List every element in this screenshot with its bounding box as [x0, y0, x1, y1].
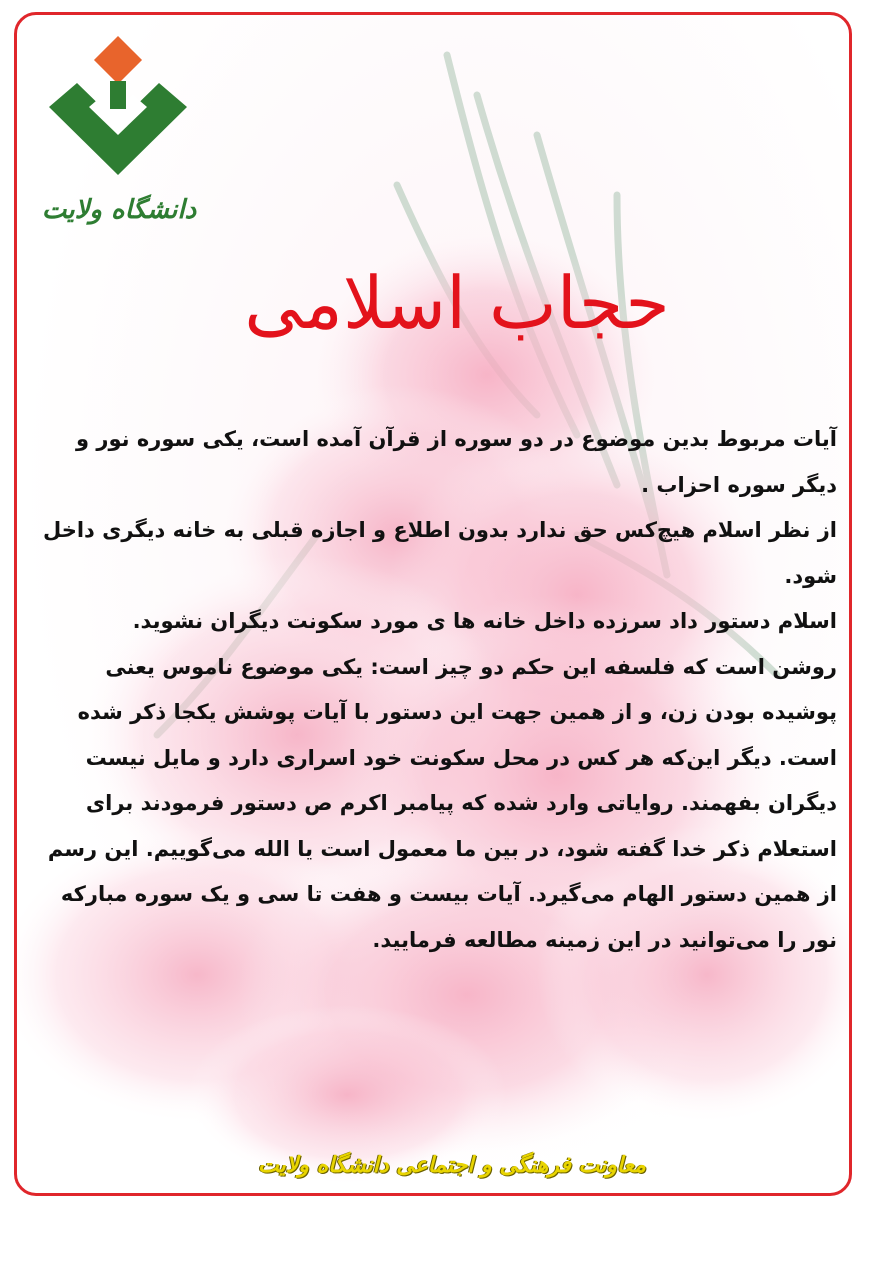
article-body — [27, 417, 845, 963]
footer-credit: معاونت فرهنگی و اجتماعی دانشگاه ولایت — [258, 1153, 646, 1178]
logo-text: دانشگاه ولایت — [41, 195, 197, 225]
paragraph: اسلام دستور داد سرزده داخل خانه ها ی مورد سکونت دیگران نشوید. — [132, 609, 837, 633]
poster-frame — [14, 12, 852, 1196]
page-title: حجاب اسلامی — [244, 261, 670, 345]
university-logo — [39, 35, 199, 245]
paragraph: آیات مربوط بدین موضوع در دو سوره از قرآن آمده است، یکی سوره نور و دیگر سوره احزاب . — [76, 427, 837, 497]
university-logo-icon — [39, 35, 199, 195]
paragraph: روشن است که فلسفه این حکم دو چیز است: یکی موضوع ناموس یعنی پوشیده بودن زن، و از همین جهت این دستور با آیات پوشش یکجا ذکر شده است. دیگر این‌که هر کس در محل سکونت خود اسراری دارد و مایل نیست دیگران بفهمند. روایاتی وارد شده که پیامبر اکرم ص دستور فرمودند برای استعلام ذکر خدا گفته شود، در بین ما معمول است یا الله می‌گوییم. این رسم از همین دستور الهام می‌گیرد. آیات بیست و هفت تا سی و یک سوره مبارکه نور را می‌توانید در این زمینه مطالعه فرمایید. — [47, 654, 837, 952]
paragraph: از نظر اسلام هیچ‌کس حق ندارد بدون اطلاع و اجازه قبلی به خانه دیگری داخل شود. — [42, 518, 837, 588]
